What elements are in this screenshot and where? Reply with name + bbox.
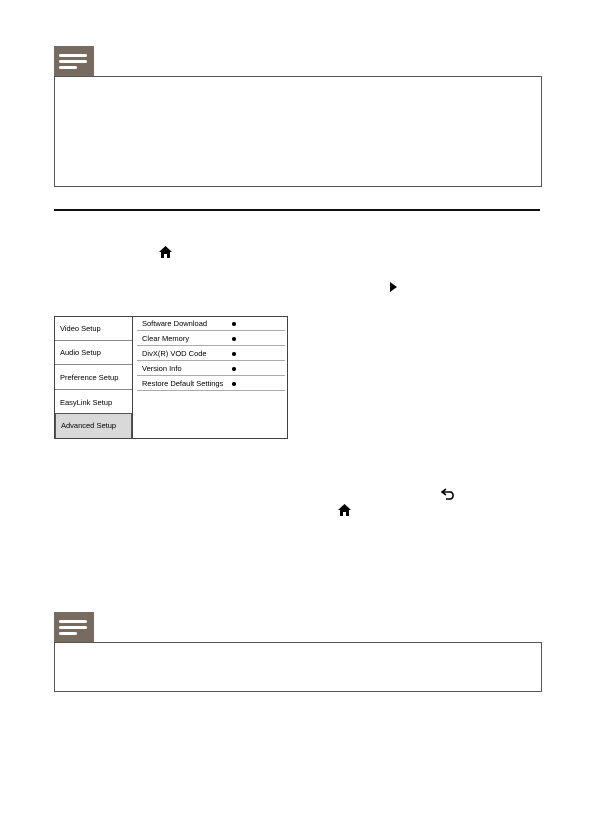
section-rule [54,209,540,211]
menu-item-audio-setup[interactable]: Audio Setup [55,341,132,365]
setup-menu [54,316,288,439]
menu-option-clear-memory[interactable] [137,332,285,346]
bullet-icon [232,382,236,386]
menu-categories [55,317,133,438]
menu-item-advanced-setup[interactable]: Advanced Setup [55,413,132,438]
note-box-bottom [54,642,542,692]
menu-option-software-download[interactable] [137,317,285,331]
bullet-icon [232,322,236,326]
home-icon [338,504,351,516]
bullet-icon [232,352,236,356]
home-icon [159,246,172,258]
option-label: DivX(R) VOD Code [142,349,207,358]
note-box-top [54,76,542,187]
menu-option-divx-vod-code[interactable] [137,347,285,361]
menu-item-easylink-setup[interactable]: EasyLink Setup [55,391,132,415]
option-label: Clear Memory [142,334,190,343]
option-label: Software Download [142,319,208,328]
menu-item-preference-setup[interactable]: Preference Setup [55,366,132,390]
play-icon [390,282,397,292]
option-label: Version Info [142,364,182,373]
note-icon [54,46,94,76]
back-icon [441,488,457,500]
option-label: Restore Default Settings [142,379,224,388]
menu-item-video-setup[interactable]: Video Setup [55,317,132,341]
note-icon [54,612,94,642]
menu-option-version-info[interactable] [137,362,285,376]
bullet-icon [232,337,236,341]
bullet-icon [232,367,236,371]
menu-option-restore-defaults[interactable] [137,377,285,391]
